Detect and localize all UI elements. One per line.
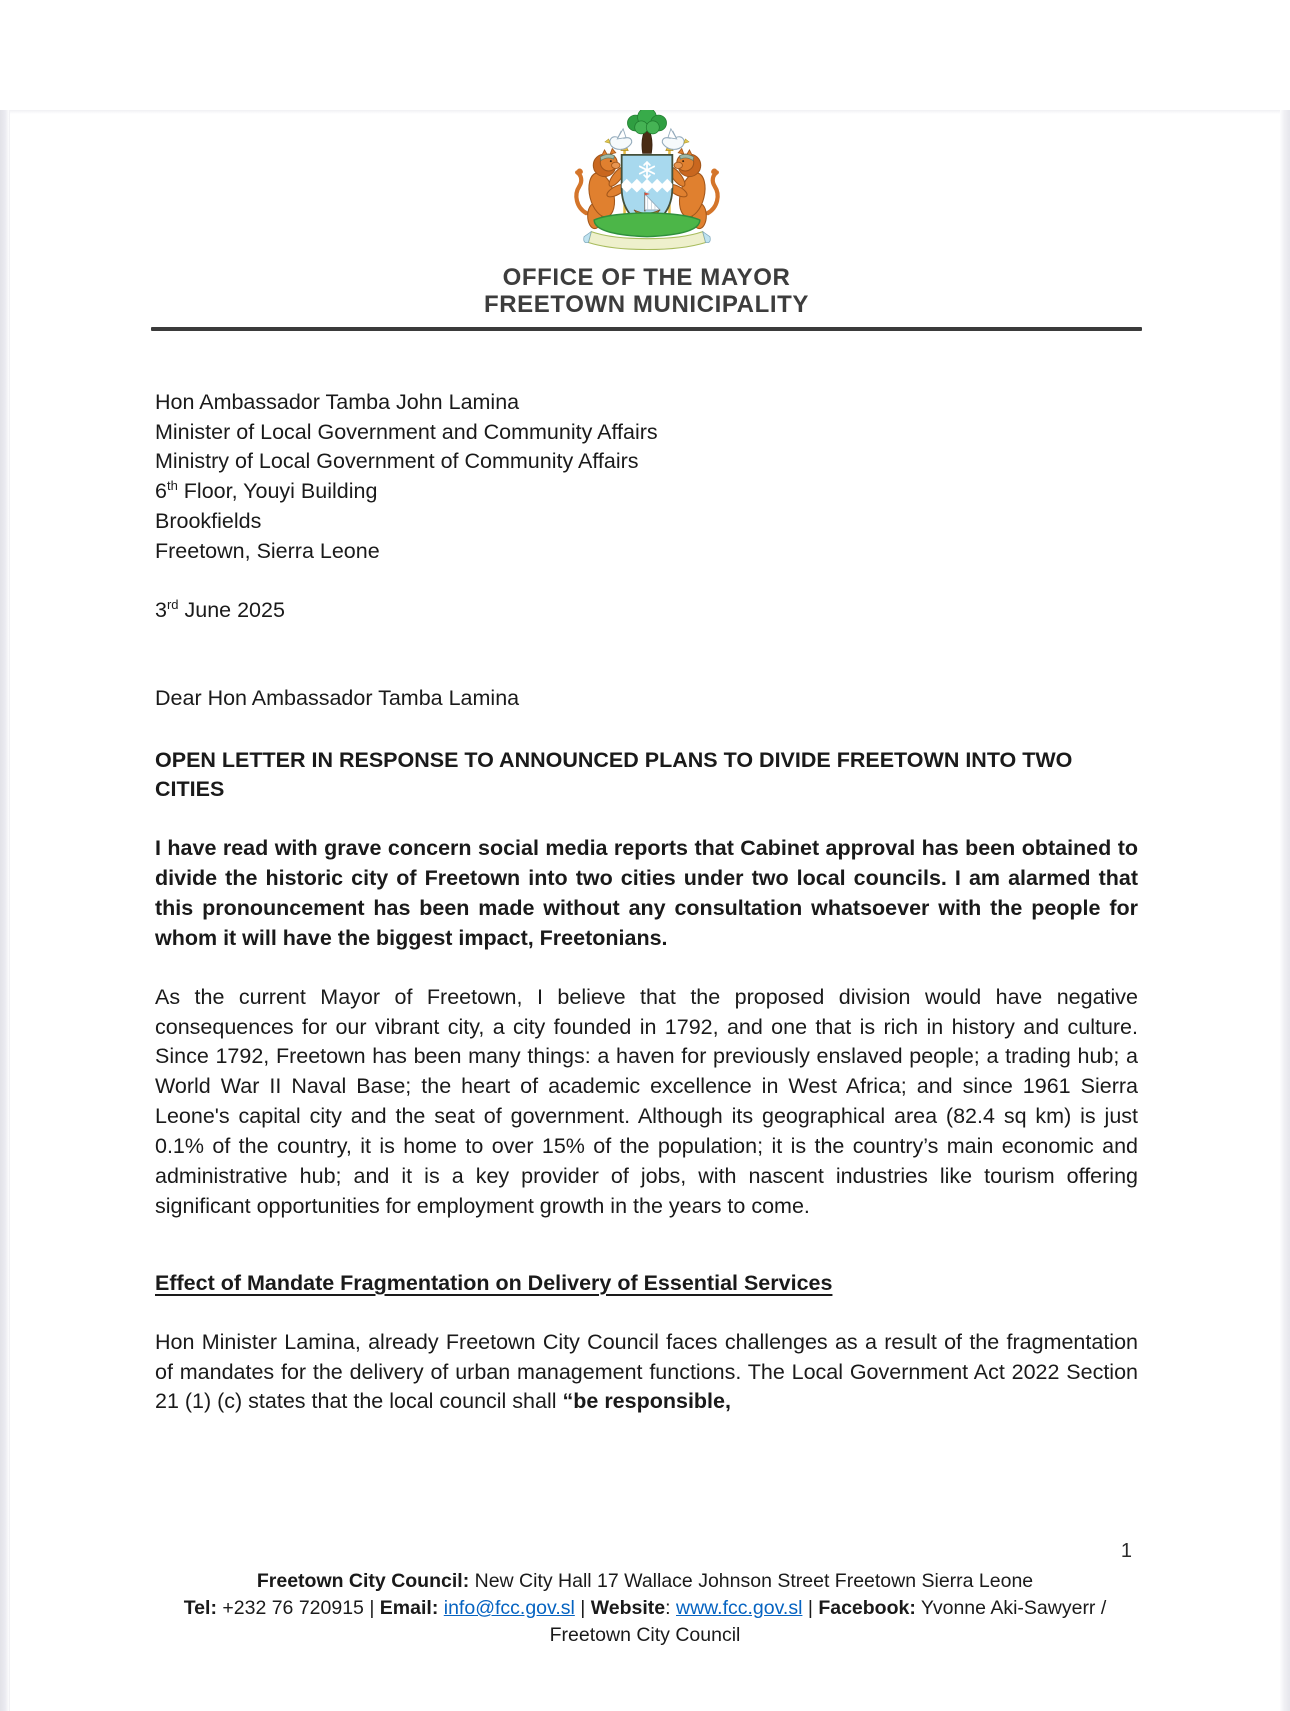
- letter-date: 3rd June 2025: [155, 597, 285, 623]
- org-name-line1: OFFICE OF THE MAYOR: [502, 264, 791, 291]
- footer-address-line: Freetown City Council: New City Hall 17 Wallace Johnson Street Freetown Sierra Leone: [256, 1570, 1034, 1592]
- letterhead: [155, 110, 1138, 331]
- ordinal-suffix: rd: [166, 597, 179, 613]
- letterhead-divider: [151, 327, 1142, 331]
- section-heading: Effect of Mandate Fragmentation on Delivery of Essential Services: [155, 1270, 833, 1295]
- footer-facebook-line2: Freetown City Council: [549, 1624, 741, 1646]
- paragraph-1: I have read with grave concern social media reports that Cabinet approval has been obtained to divide the historic city of Freetown into two cities under two local councils. I am alarmed that this pronouncement has been made without any consultation whatsoever with the people for whom it will have the biggest impact, Freetonians.: [155, 836, 1138, 950]
- recipient-floor: 6th Floor, Youyi Building: [155, 477, 378, 504]
- recipient-name: Hon Ambassador Tamba John Lamina: [155, 390, 520, 414]
- website-link[interactable]: www.fcc.gov.sl: [676, 1597, 803, 1619]
- recipient-address-block: [155, 388, 1138, 566]
- separator: |: [369, 1597, 380, 1619]
- recipient-area: Brookfields: [155, 508, 262, 533]
- separator: |: [802, 1597, 819, 1619]
- recipient-ministry: Ministry of Local Government of Community Affairs: [155, 449, 639, 474]
- salutation: Dear Hon Ambassador Tamba Lamina: [155, 685, 520, 710]
- footer: [0, 1568, 1290, 1649]
- separator: |: [574, 1597, 591, 1619]
- subject-line: OPEN LETTER IN RESPONSE TO ANNOUNCED PLANS TO DIVIDE FREETOWN INTO TWO CITIES: [155, 747, 1073, 802]
- email-link[interactable]: info@fcc.gov.sl: [443, 1597, 575, 1619]
- page-number: 1: [1120, 1540, 1132, 1562]
- org-name-line2: FREETOWN MUNICIPALITY: [483, 291, 810, 318]
- recipient-city: Freetown, Sierra Leone: [155, 538, 380, 563]
- paragraph-3: Hon Minister Lamina, already Freetown City Council faces challenges as a result of the fragmentation of mandates for the delivery of urban management functions. The Local Government Act 2022 Section 21 (1) (c) states that the local council shall “be responsible,: [155, 1329, 1138, 1414]
- recipient-title: Minister of Local Government and Community Affairs: [155, 419, 658, 444]
- quoted-statute-text: “be responsible,: [562, 1389, 731, 1414]
- ordinal-suffix: th: [166, 477, 178, 493]
- letter-document: [0, 110, 1290, 1417]
- footer-contact-line: Tel: +232 76 720915 | Email: info@fcc.gov.sl | Website: www.fcc.gov.sl | Facebook: Yvonne Aki-Sawyerr /: [183, 1597, 1107, 1619]
- paragraph-2: As the current Mayor of Freetown, I believe that the proposed division would have negative consequences for our vibrant city, a city founded in 1792, and one that is rich in history and culture. Since 1792, Freetown has been many things: a haven for previously enslaved people; a trading hub; a World War II Naval Base; the heart of academic excellence in West Africa; and since 1961 Sierra Leone's capital city and the seat of government. Although its geographical area (82.4 sq km) is just 0.1% of the country, it is home to over 15% of the population; it is the country’s main economic and administrative hub; and it is a key provider of jobs, with nascent industries like tourism offering significant opportunities for employment growth in the years to come.: [155, 984, 1138, 1218]
- coat-of-arms-icon: [561, 110, 733, 262]
